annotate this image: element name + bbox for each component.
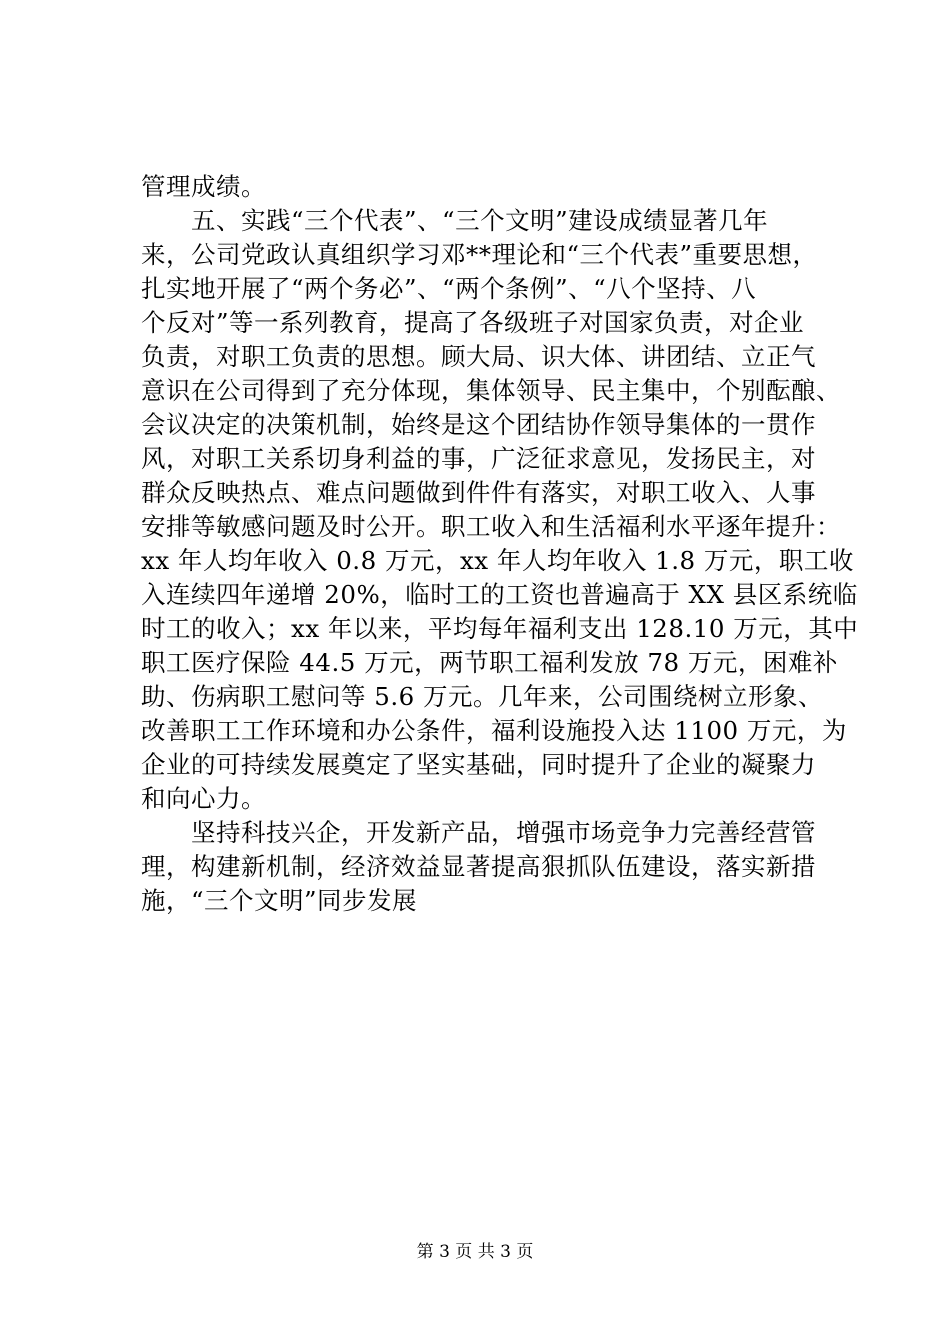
text-line: 安排等敏感问题及时公开。职工收入和生活福利水平逐年提升： bbox=[141, 512, 841, 541]
text-line: 职工医疗保险 44.5 万元，两节职工福利发放 78 万元，困难补 bbox=[141, 648, 838, 677]
text-line: 扎实地开展了“两个务必”、“两个条例”、“八个坚持、八 bbox=[141, 274, 757, 303]
text-line: 管理成绩。 bbox=[141, 172, 266, 201]
text-line: 个反对”等一系列教育，提高了各级班子对国家负责，对企业 bbox=[141, 308, 805, 337]
text-line: xx 年人均年收入 0.8 万元，xx 年人均年收入 1.8 万元，职工收 bbox=[141, 546, 854, 575]
page-number-footer: 第 3 页 共 3 页 bbox=[416, 1242, 534, 1262]
text-line: 群众反映热点、难点问题做到件件有落实，对职工收入、人事 bbox=[141, 478, 816, 507]
text-line: 时工的收入；xx 年以来，平均每年福利支出 128.10 万元，其中 bbox=[141, 614, 859, 643]
text-line: 和向心力。 bbox=[141, 784, 266, 813]
text-line: 助、伤病职工慰问等 5.6 万元。几年来，公司围绕树立形象、 bbox=[141, 682, 824, 711]
text-line: 入连续四年递增 20%，临时工的工资也普遍高于 XX 县区系统临 bbox=[141, 580, 858, 609]
text-line: 改善职工工作环境和办公条件，福利设施投入达 1100 万元，为 bbox=[141, 716, 847, 745]
text-line: 意识在公司得到了充分体现，集体领导、民主集中，个别酝酿、 bbox=[141, 376, 841, 405]
text-line: 施，“三个文明”同步发展 bbox=[141, 886, 418, 915]
text-line: 理，构建新机制，经济效益显著提高狠抓队伍建设，落实新措 bbox=[141, 852, 816, 881]
text-line: 来，公司党政认真组织学习邓**理论和“三个代表”重要思想， bbox=[141, 240, 818, 269]
text-line: 负责，对职工负责的思想。顾大局、识大体、讲团结、立正气 bbox=[141, 342, 816, 371]
text-line: 五、实践“三个代表”、“三个文明”建设成绩显著几年 bbox=[141, 206, 769, 235]
text-line: 坚持科技兴企，开发新产品，增强市场竞争力完善经营管 bbox=[141, 818, 816, 847]
text-line: 会议决定的决策机制，始终是这个团结协作领导集体的一贯作 bbox=[141, 410, 816, 439]
text-line: 企业的可持续发展奠定了坚实基础，同时提升了企业的凝聚力 bbox=[141, 750, 816, 779]
text-line: 风，对职工关系切身利益的事，广泛征求意见，发扬民主，对 bbox=[141, 444, 816, 473]
